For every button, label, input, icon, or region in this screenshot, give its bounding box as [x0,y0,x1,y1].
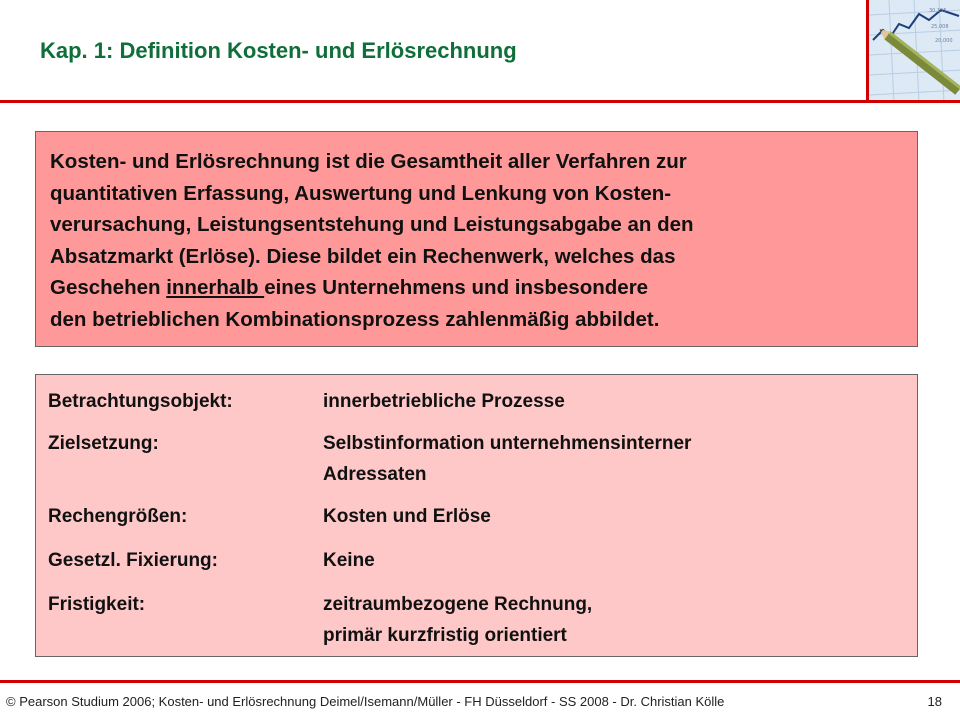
attribute-value [323,501,491,532]
attribute-label: Zielsetzung: [48,433,159,454]
definition-box [35,131,918,347]
footer-copyright: © Pearson Studium 2006; Kosten- und Erlösrechnung Deimel/Isemann/Müller - FH Düsseldorf - SS 2008 - Dr. Christian Kölle [6,694,725,709]
definition-line: Kosten- und Erlösrechnung ist die Gesamtheit aller Verfahren zur [50,150,687,173]
attribute-value-line: zeitraumbezogene Rechnung, [323,594,593,615]
svg-text:30,155: 30,155 [929,8,947,14]
attribute-value [323,428,691,490]
attribute-value-line: primär kurzfristig orientiert [323,625,567,646]
definition-line: verursachung, Leistungsentstehung und Leistungsabgabe an den [50,213,694,237]
attribute-label: Fristigkeit: [48,594,146,615]
attribute-label: Rechengrößen: [48,506,188,527]
attribute-value-line: Kosten und Erlöse [323,506,491,527]
definition-fragment: eines Unternehmens und insbesondere [264,276,649,300]
attribute-value-line: Adressaten [323,464,427,485]
attribute-value-line: innerbetriebliche Prozesse [323,391,565,412]
definition-fragment: Geschehen [50,276,167,300]
title-divider [0,100,866,103]
attribute-label: Betrachtungsobjekt: [48,391,233,412]
definition-line: Absatzmarkt (Erlöse). Diese bildet ein Rechenwerk, welches das [50,244,676,268]
underlined-word: innerhalb [166,276,265,300]
footer-divider [0,680,960,683]
definition-text [50,146,903,336]
attribute-value [323,589,592,651]
attributes-box [35,374,918,657]
slide-title: Kap. 1: Definition Kosten- und Erlösrechnung [40,38,517,63]
definition-line: den betrieblichen Kombinationsprozess zahlenmäßig abbildet. [50,307,660,331]
definition-line: quantitativen Erfassung, Auswertung und Lenkung von Kosten- [50,181,672,205]
attribute-value-line: Selbstinformation unternehmensinterner [323,433,692,454]
definition-line [50,272,903,304]
page-number: 18 [927,694,942,709]
attribute-value [323,386,565,417]
chart-pencil-illustration [869,0,960,103]
attribute-label: Gesetzl. Fixierung: [48,550,218,571]
attribute-value-line: Keine [323,550,375,571]
svg-text:20,000: 20,000 [935,38,953,44]
attribute-value [323,545,375,576]
chart-and-pencil-image [866,0,960,103]
svg-text:25,008: 25,008 [931,24,949,30]
